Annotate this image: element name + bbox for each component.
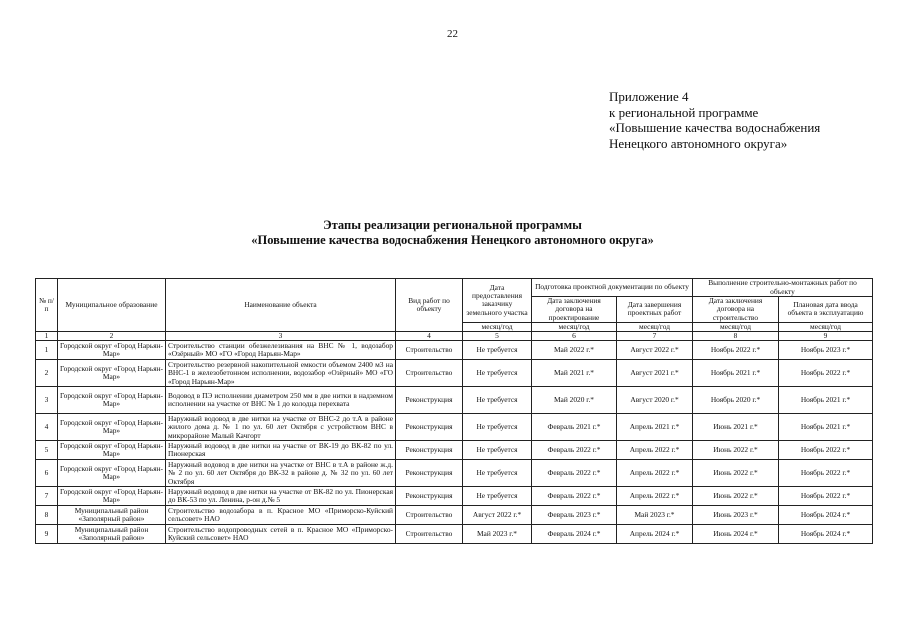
cell-municipality: Муниципальный район «Заполярный район» [58, 525, 166, 544]
cell-design-contract: Февраль 2022 г.* [532, 487, 617, 506]
cell-design-contract: Февраль 2022 г.* [532, 460, 617, 487]
table-header [36, 279, 873, 341]
table-row [36, 525, 873, 544]
cell-design-contract: Февраль 2022 г.* [532, 441, 617, 460]
table-row [36, 460, 873, 487]
cell-design-done: Май 2023 г.* [617, 506, 693, 525]
cell-commissioning: Ноябрь 2021 г.* [779, 414, 873, 441]
cell-num: 4 [36, 414, 58, 441]
cell-land-date: Не требуется [463, 387, 532, 414]
cell-work-type: Строительство [396, 360, 463, 387]
cell-land-date: Не требуется [463, 341, 532, 360]
cell-num: 6 [36, 460, 58, 487]
cell-commissioning: Ноябрь 2021 г.* [779, 387, 873, 414]
cell-commissioning: Ноябрь 2024 г.* [779, 506, 873, 525]
table-row [36, 341, 873, 360]
cell-municipality: Городской округ «Город Нарьян-Мар» [58, 387, 166, 414]
cell-num: 9 [36, 525, 58, 544]
column-number: 7 [617, 332, 693, 341]
cell-num: 3 [36, 387, 58, 414]
column-number: 9 [779, 332, 873, 341]
cell-land-date: Не требуется [463, 360, 532, 387]
cell-design-contract: Май 2021 г.* [532, 360, 617, 387]
cell-municipality: Муниципальный район «Заполярный район» [58, 506, 166, 525]
cell-object: Наружный водовод в две нитки на участке от ВК-82 по ул. Пионерская до ВК-53 по ул. Ленина, р-он д.№ 5 [166, 487, 396, 506]
table-row [36, 506, 873, 525]
cell-construction-contract: Июнь 2022 г.* [693, 487, 779, 506]
cell-municipality: Городской округ «Город Нарьян-Мар» [58, 360, 166, 387]
header-construction-contract: Дата заключения договора на строительство [693, 297, 779, 323]
cell-work-type: Реконструкция [396, 441, 463, 460]
header-unit: месяц/год [532, 322, 617, 331]
table-row [36, 487, 873, 506]
header-unit: месяц/год [463, 322, 532, 331]
cell-object: Строительство водопроводных сетей в п. Красное МО «Приморско-Куйский сельсовет» НАО [166, 525, 396, 544]
appendix-line-1: Приложение 4 [609, 89, 689, 104]
column-number: 1 [36, 332, 58, 341]
cell-land-date: Май 2023 г.* [463, 525, 532, 544]
cell-design-done: Апрель 2021 г.* [617, 414, 693, 441]
appendix-line-2: к региональной программе [609, 104, 759, 120]
appendix-caption [609, 89, 820, 151]
header-construction-group: Выполнение строительно-монтажных работ по объекту [693, 279, 873, 297]
header-design-group: Подготовка проектной документации по объекту [532, 279, 693, 297]
cell-commissioning: Ноябрь 2022 г.* [779, 441, 873, 460]
cell-land-date: Не требуется [463, 414, 532, 441]
cell-municipality: Городской округ «Город Нарьян-Мар» [58, 487, 166, 506]
cell-municipality: Городской округ «Город Нарьян-Мар» [58, 414, 166, 441]
cell-num: 2 [36, 360, 58, 387]
cell-land-date: Не требуется [463, 487, 532, 506]
cell-work-type: Строительство [396, 525, 463, 544]
column-number: 6 [532, 332, 617, 341]
header-land-date: Дата предоставления заказчику земельного участка [463, 279, 532, 323]
cell-commissioning: Ноябрь 2022 г.* [779, 360, 873, 387]
cell-object: Наружный водовод в две нитки на участке от ВНС-2 до т.А в районе жилого дома д. № 1 по ул. 60 лет Октября с устройством ВНС в микрорайоне Малый Качгорт [166, 414, 396, 441]
cell-work-type: Реконструкция [396, 387, 463, 414]
header-work-type: Вид работ по объекту [396, 279, 463, 332]
header-design-contract: Дата заключения договора на проектирование [532, 297, 617, 323]
cell-num: 7 [36, 487, 58, 506]
cell-construction-contract: Июнь 2023 г.* [693, 506, 779, 525]
column-number: 4 [396, 332, 463, 341]
cell-commissioning: Ноябрь 2024 г.* [779, 525, 873, 544]
page-number: 22 [447, 28, 458, 40]
stages-table [35, 278, 873, 544]
cell-design-contract: Февраль 2021 г.* [532, 414, 617, 441]
appendix-line-3: «Повышение качества водоснабжения [609, 120, 821, 135]
cell-num: 5 [36, 441, 58, 460]
table-row [36, 360, 873, 387]
cell-num: 1 [36, 341, 58, 360]
cell-object: Строительство водозабора в п. Красное МО «Приморско-Куйский сельсовет» НАО [166, 506, 396, 525]
column-number: 3 [166, 332, 396, 341]
cell-municipality: Городской округ «Город Нарьян-Мар» [58, 441, 166, 460]
header-object: Наименование объекта [166, 279, 396, 332]
title-line-1: Этапы реализации региональной программы [323, 218, 582, 232]
cell-commissioning: Ноябрь 2022 г.* [779, 487, 873, 506]
cell-municipality: Городской округ «Город Нарьян-Мар» [58, 460, 166, 487]
cell-design-done: Апрель 2022 г.* [617, 460, 693, 487]
cell-design-done: Август 2022 г.* [617, 341, 693, 360]
cell-design-done: Август 2021 г.* [617, 360, 693, 387]
cell-design-contract: Февраль 2024 г.* [532, 525, 617, 544]
cell-construction-contract: Ноябрь 2022 г.* [693, 341, 779, 360]
cell-num: 8 [36, 506, 58, 525]
cell-construction-contract: Ноябрь 2021 г.* [693, 360, 779, 387]
document-title [0, 218, 905, 248]
cell-municipality: Городской округ «Город Нарьян-Мар» [58, 341, 166, 360]
cell-construction-contract: Июнь 2022 г.* [693, 460, 779, 487]
column-number: 5 [463, 332, 532, 341]
cell-land-date: Не требуется [463, 441, 532, 460]
cell-design-done: Апрель 2022 г.* [617, 487, 693, 506]
cell-land-date: Не требуется [463, 460, 532, 487]
cell-land-date: Август 2022 г.* [463, 506, 532, 525]
column-number-row [36, 332, 873, 341]
title-line-2: «Повышение качества водоснабжения Ненецкого автономного округа» [251, 233, 654, 247]
cell-design-contract: Май 2022 г.* [532, 341, 617, 360]
cell-work-type: Реконструкция [396, 414, 463, 441]
cell-object: Наружный водовод в две нитки на участке от ВНС в т.А в районе ж.д. № 2 по ул. 60 лет Октября до ВК-32 в районе д. № 32 по ул. 60 лет Октября [166, 460, 396, 487]
header-design-done: Дата завершения проектных работ [617, 297, 693, 323]
table-body [36, 341, 873, 544]
table-row [36, 387, 873, 414]
cell-design-done: Апрель 2022 г.* [617, 441, 693, 460]
header-municipality: Муниципальное образование [58, 279, 166, 332]
cell-design-contract: Февраль 2023 г.* [532, 506, 617, 525]
appendix-line-4: Ненецкого автономного округа» [609, 135, 788, 151]
header-unit: месяц/год [779, 322, 873, 331]
cell-work-type: Реконструкция [396, 487, 463, 506]
header-commissioning: Плановая дата ввода объекта в эксплуатацию [779, 297, 873, 323]
cell-construction-contract: Ноябрь 2020 г.* [693, 387, 779, 414]
cell-work-type: Строительство [396, 506, 463, 525]
cell-work-type: Строительство [396, 341, 463, 360]
cell-construction-contract: Июнь 2024 г.* [693, 525, 779, 544]
cell-object: Водовод в ПЭ исполнении диаметром 250 мм в две нитки в надземном исполнении на участке от ВНС № 1 до колодца перехвата [166, 387, 396, 414]
table-row [36, 441, 873, 460]
header-num: № п/п [36, 279, 58, 332]
cell-object: Строительство станции обезжелезивания на ВНС № 1, водозабор «Озёрный» МО «ГО «Город Нарьян-Мар» [166, 341, 396, 360]
header-unit: месяц/год [617, 322, 693, 331]
cell-design-done: Август 2020 г.* [617, 387, 693, 414]
cell-object: Строительство резервной накопительной емкости объемом 2400 м3 на ВНС-1 в железобетонном исполнении, водозабор «Озёрный» МО «ГО «Город Нарьян-Мар» [166, 360, 396, 387]
column-number: 2 [58, 332, 166, 341]
cell-commissioning: Ноябрь 2022 г.* [779, 460, 873, 487]
column-number: 8 [693, 332, 779, 341]
cell-construction-contract: Июнь 2022 г.* [693, 441, 779, 460]
cell-construction-contract: Июнь 2021 г.* [693, 414, 779, 441]
table-row [36, 414, 873, 441]
cell-object: Наружный водовод в две нитки на участке от ВК-19 до ВК-82 по ул. Пионерская [166, 441, 396, 460]
header-unit: месяц/год [693, 322, 779, 331]
cell-commissioning: Ноябрь 2023 г.* [779, 341, 873, 360]
cell-work-type: Реконструкция [396, 460, 463, 487]
cell-design-contract: Май 2020 г.* [532, 387, 617, 414]
cell-design-done: Апрель 2024 г.* [617, 525, 693, 544]
